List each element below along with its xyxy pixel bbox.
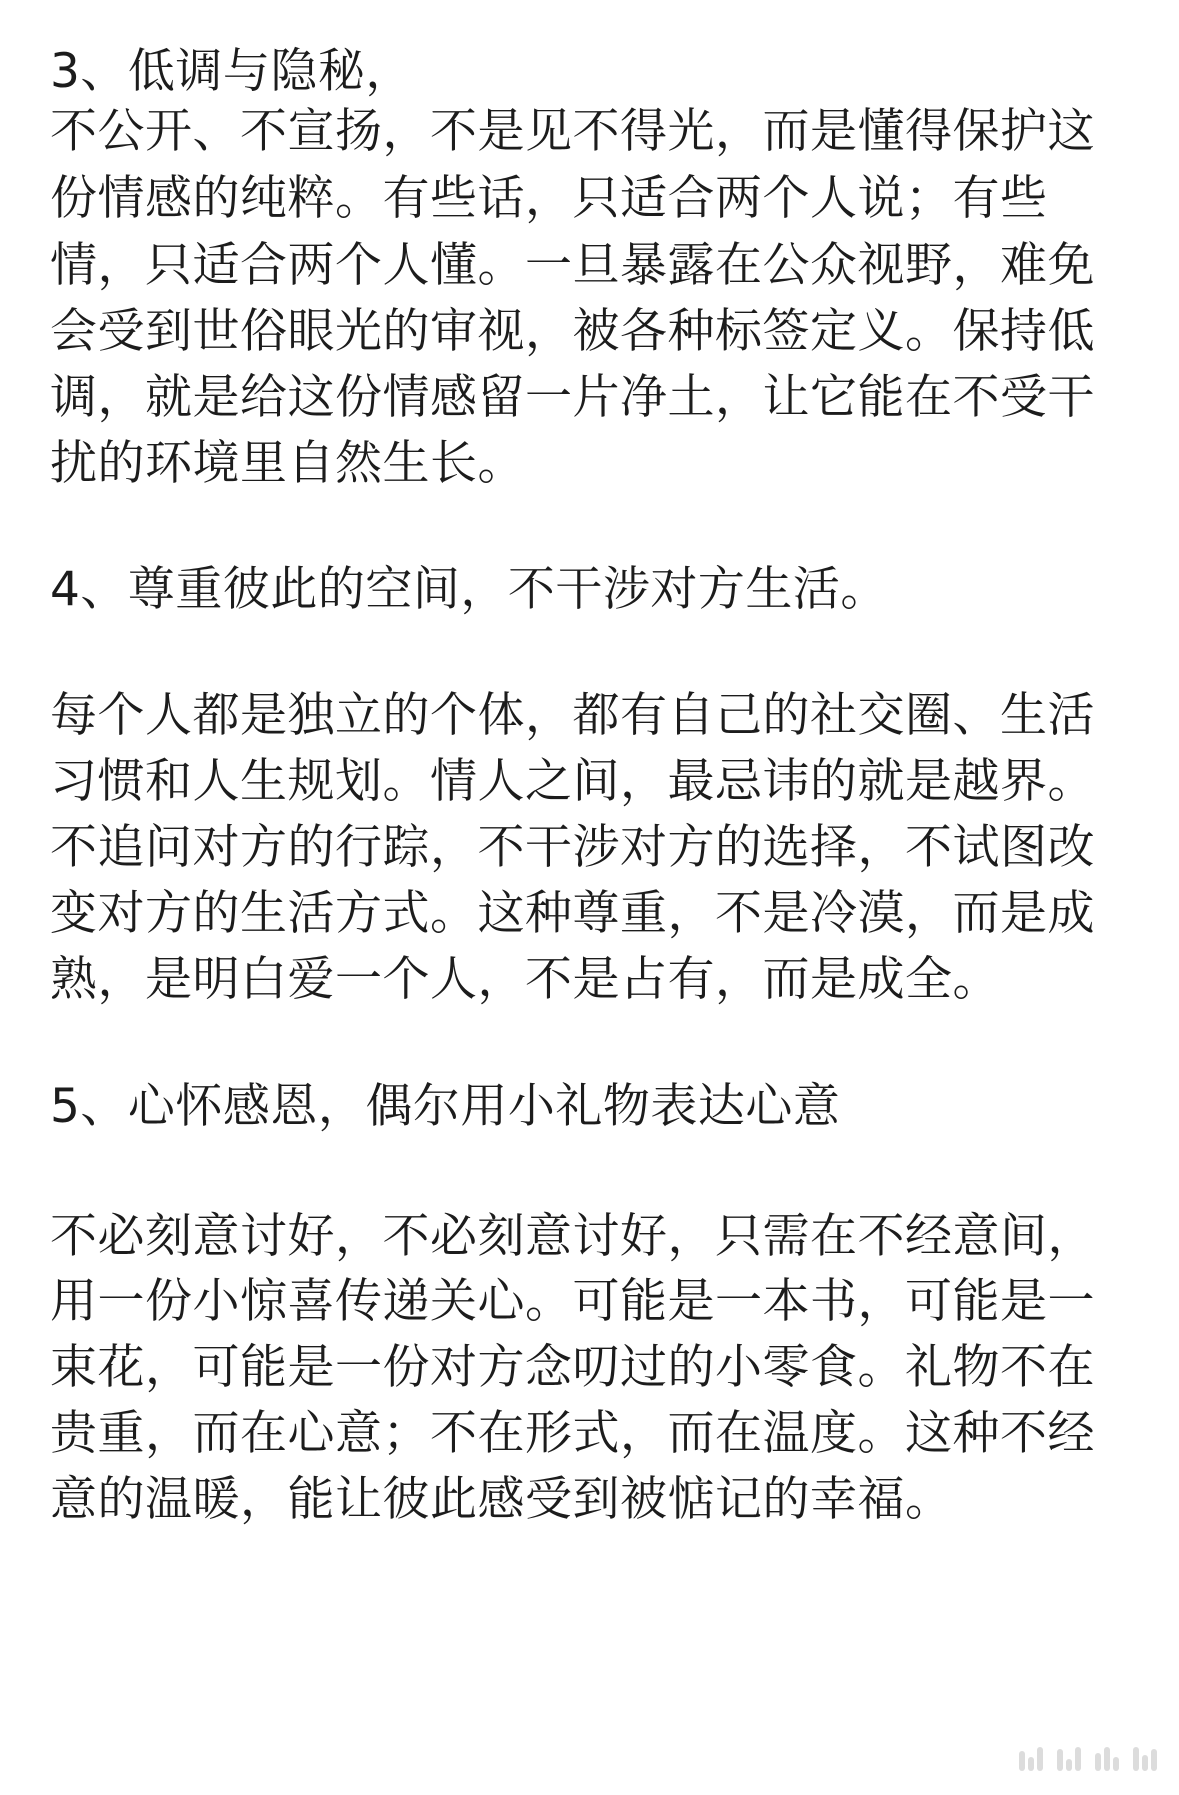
body-4-line-2: 习惯和人生规划。情人之间，最忌讳的就是越界。 [50,754,1095,809]
body-5-line-3: 束花，可能是一份对方念叨过的小零食。礼物不在 [50,1340,1095,1395]
body-5-line-5: 意的温暖，能让彼此感受到被惦记的幸福。 [50,1472,953,1527]
body-3-line-6: 扰的环境里自然生长。 [50,436,525,491]
body-3-line-1: 不公开、不宣扬，不是见不得光，而是懂得保护这 [50,104,1095,159]
body-4-line-1: 每个人都是独立的个体，都有自己的社交圈、生活 [50,688,1095,743]
body-4-line-5: 熟，是明白爱一个人，不是占有，而是成全。 [50,952,1000,1007]
section-heading-3: 3、低调与隐秘， [50,44,413,99]
body-3-line-4: 会受到世俗眼光的审视，被各种标签定义。保持低 [50,304,1095,359]
body-3-line-3: 情，只适合两个人懂。一旦暴露在公众视野，难免 [50,238,1095,293]
body-5-line-4: 贵重，而在心意；不在形式，而在温度。这种不经 [50,1406,1095,1461]
watermark-icon [1019,1745,1169,1773]
body-3-line-5: 调，就是给这份情感留一片净土，让它能在不受干 [50,370,1095,425]
body-4-line-3: 不追问对方的行踪，不干涉对方的选择，不试图改 [50,820,1095,875]
section-heading-4: 4、尊重彼此的空间，不干涉对方生活。 [50,562,888,617]
section-heading-5: 5、心怀感恩，偶尔用小礼物表达心意 [50,1079,841,1134]
body-3-line-2: 份情感的纯粹。有些话，只适合两个人说；有些 [50,171,1048,226]
body-5-line-1: 不必刻意讨好，不必刻意讨好，只需在不经意间， [50,1209,1095,1264]
body-5-line-2: 用一份小惊喜传递关心。可能是一本书，可能是一 [50,1274,1095,1329]
body-4-line-4: 变对方的生活方式。这种尊重，不是冷漠，而是成 [50,886,1095,941]
